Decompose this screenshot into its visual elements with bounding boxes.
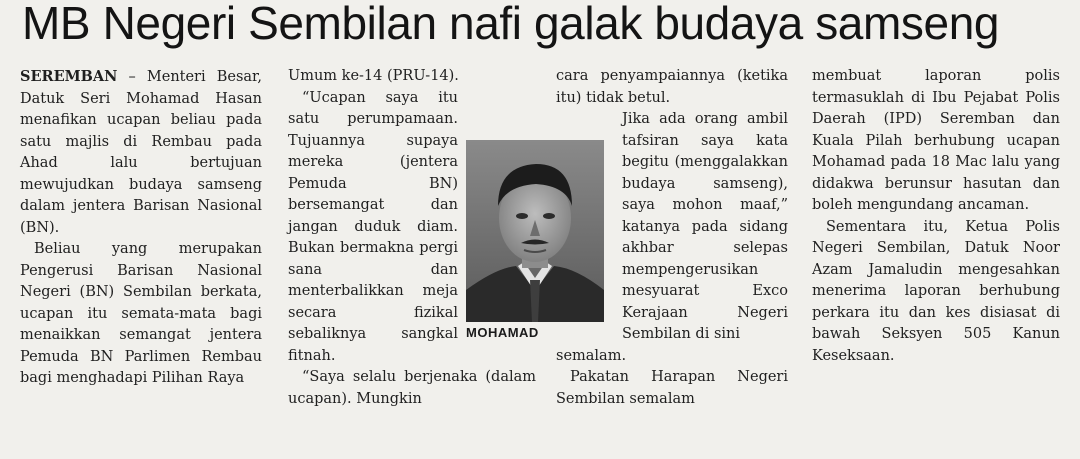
portrait-illustration [466,140,604,322]
paragraph: membuat laporan polis termasuklah di Ibu Pejabat Polis Daerah (IPD) Seremban dan Kuala Pilah berhubung ucapan Mohamad pada 18 Mac lalu yang didakwa berunsur hasutan dan boleh mengundang ancaman. [812,68,1060,213]
paragraph: Beliau yang merupakan Pengerusi Barisan Nasional Negeri (BN) Sembilan berkata, ucapan itu semata-mata bagi menaikkan semangat jentera Pemuda BN Parlimen Rembau bagi menghadapi Pilihan Raya [20,241,262,386]
headline: MB Negeri Sembilan nafi galak budaya samseng [22,0,1000,49]
paragraph: cara penyampaiannya (ketika itu) tidak betul. [556,68,788,106]
dateline: SEREMBAN [20,68,118,85]
portrait-photo [466,140,604,322]
paragraph [20,66,262,239]
article-column-4 [812,66,1060,367]
paragraph-text: – Menteri Besar, Datuk Seri Mohamad Hasan menafikan ucapan beliau pada satu majlis di Rembau pada Ahad lalu bertujuan mewujudkan budaya samseng dalam jentera Barisan Nasional (BN). [20,69,262,236]
paragraph: Sementara itu, Ketua Polis Negeri Sembilan, Datuk Noor Azam Jamaludin mengesahkan menerima laporan berhubung perkara itu dan kes disiasat di bawah Seksyen 505 Kanun Keseksaan. [812,218,1060,364]
paragraph: Pakatan Harapan Negeri Sembilan semalam [556,369,788,407]
article-column-1 [20,66,262,390]
paragraph: “Ucapan saya itu satu perumpamaan. Tujuannya supaya mereka (jentera Pemuda BN) bersemangat dan jangan duduk diam. Bukan bermakna pergi sana dan menterbalikkan meja secara fizikal sebaliknya sangkal fitnah. [288,89,458,364]
paragraph: semalam. [556,347,627,364]
paragraph: Umum ke-14 (PRU-14). [288,68,459,84]
paragraph: Jika ada orang ambil tafsiran saya kata begitu (menggalakkan budaya samseng), saya mohon maaf,” katanya pada sidang akhbar selepas mempengerusikan mesyuarat Exco Kerajaan Negeri Sembilan di sini [622,111,788,342]
photo-caption: MOHAMAD [466,325,539,340]
paragraph: “Saya selalu berjenaka (dalam ucapan). Mungkin [288,369,536,407]
